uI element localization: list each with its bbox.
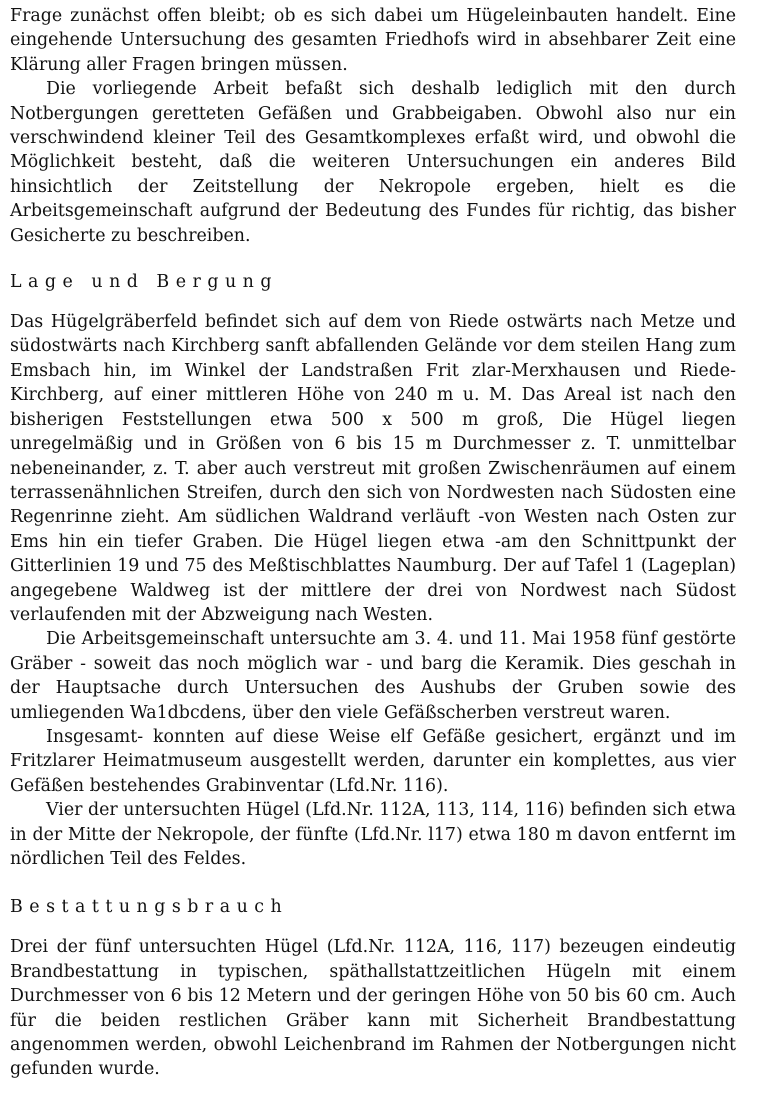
paragraph: Frage zunächst offen bleibt; ob es sich dabei um Hügeleinbauten handelt. Eine eingehende Untersuchung des gesamten Friedhofs wird in absehbarer Zeit eine Klärung aller Fragen bringen müssen. (10, 6, 736, 75)
paragraph: Die Arbeitsgemeinschaft untersuchte am 3. 4. und 11. Mai 1958 fünf gestörte Gräber - soweit das noch möglich war - und barg die Keramik. Dies geschah in der Hauptsache durch Untersuchen des Aushubs der Gruben sowie des umliegenden Wa1dbcdens, über den viele Gefäßscherben verstreut waren. (10, 629, 736, 723)
paragraph: Vier der untersuchten Hügel (Lfd.Nr. 112A, 113, 114, 116) befinden sich etwa in der Mitte der Nekropole, der fünfte (Lfd.Nr. l17) etwa 180 m davon entfernt im nördlichen Teil des Feldes. (10, 800, 736, 869)
paragraph: Drei der fünf untersuchten Hügel (Lfd.Nr. 112A, 116, 117) bezeugen eindeutig Brandbestattung in typischen, späthallstattzeitlichen Hügeln mit einem Durchmesser von 6 bis 12 Metern und der geringen Höhe von 50 bis 60 cm. Auch für die beiden restlichen Gräber kann mit Sicherheit Brandbestattung angenommen werden, obwohl Leichenbrand im Rahmen der Notbergungen nicht gefunden wurde. (10, 937, 736, 1080)
paragraph: Insgesamt‑ konnten auf diese Weise elf Gefäße gesichert, ergänzt und im Fritzlarer Heimatmuseum ausgestellt werden, darunter ein komplettes, aus vier Gefäßen bestehendes Grabinventar (Lfd.Nr. 116). (10, 726, 736, 796)
section-heading-lage: Lage und Bergung (10, 272, 278, 293)
document-page (10, 4, 736, 1082)
paragraph: Die vorliegende Arbeit befaßt sich deshalb lediglich mit den durch Notbergungen geretteten Gefäßen und Grabbeigaben. Obwohl also nur ein verschwindend kleiner Teil des Gesamtkomplexes erfaßt wird, und obwohl die Möglichkeit besteht, daß die weiteren Untersuchungen ein anderes Bild hinsichtlich der Zeitstellung der Nekropole ergeben, hielt es die Arbeitsgemeinschaft aufgrund der Bedeutung des Fundes für richtig, das bisher Gesicherte zu beschreiben. (10, 79, 736, 246)
paragraph: Das Hügelgräberfeld befindet sich auf dem von Riede ostwärts nach Metze und südostwärts nach Kirchberg sanft abfallenden Gelände vor dem steilen Hang zum Emsbach hin, im Winkel der Landstraßen Frit zlar-Merxhausen und Riede-Kirchberg, auf einer mittleren Höhe von 240 m u. M. Das Areal ist nach den bisherigen Feststellungen etwa 500 x 500 m groß, Die Hügel liegen unregelmäßig und in Größen von 6 bis 15 m Durchmesser z. T. unmittelbar nebeneinander, z. T. aber auch verstreut mit großen Zwischenräumen auf einem terrassenähnlichen Streifen, durch den sich von Nordwesten nach Südosten eine Regenrinne zieht. Am südlichen Waldrand verläuft ‑von Westen nach Osten zur Ems hin ein tiefer Graben. Die Hügel liegen etwa ‑am den Schnittpunkt der Gitterlinien 19 und 75 des Meßtischblattes Naumburg. Der auf Tafel 1 (Lageplan) angegebene Waldweg ist der mittlere der drei von Nordwest nach Südost verlaufenden mit der Abzweigung nach Westen. (10, 312, 736, 625)
section-heading-bestattung: Bestattungsbrauch (10, 897, 289, 918)
